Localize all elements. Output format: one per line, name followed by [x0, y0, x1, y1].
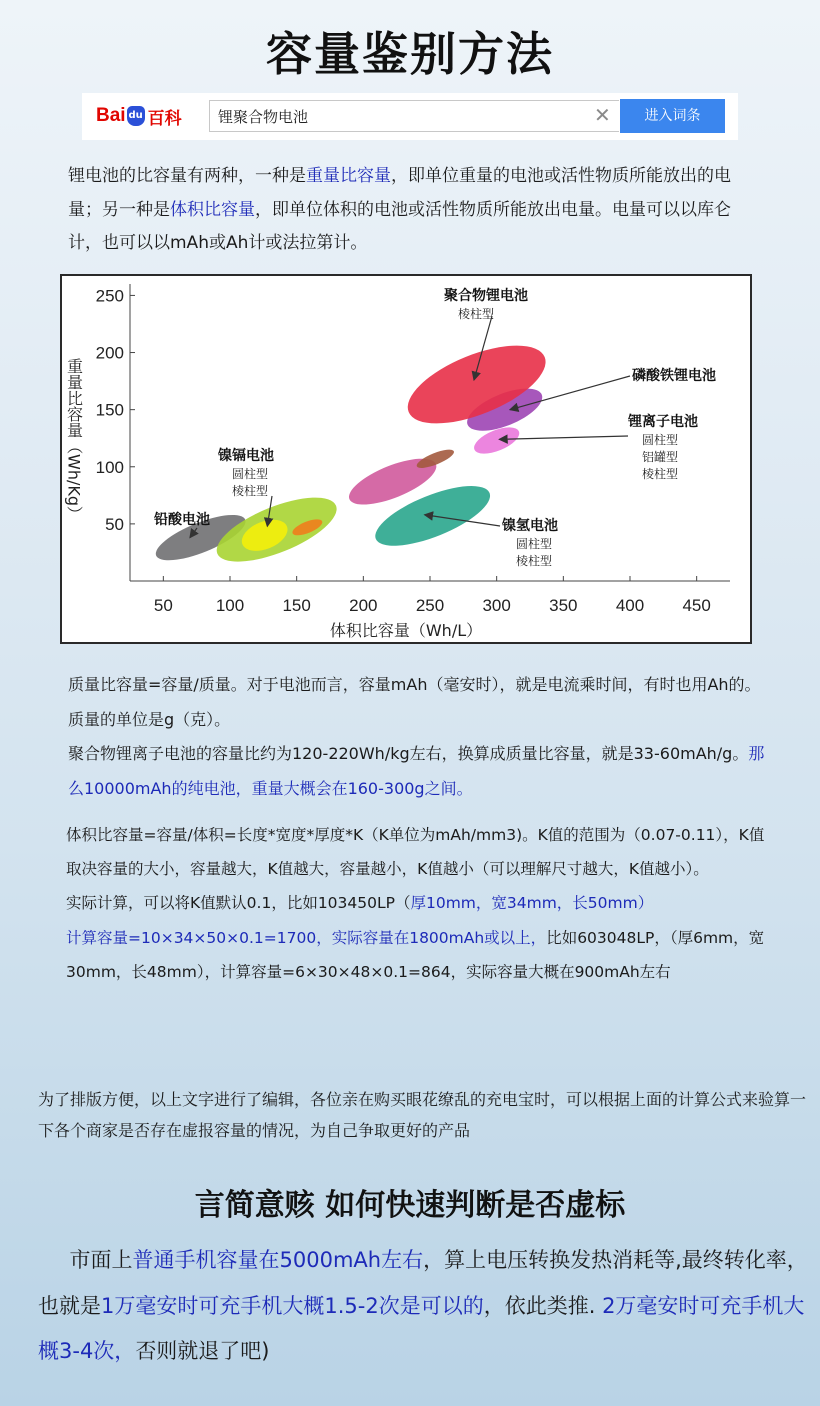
intro-text: ，即单位体积的电池或活性物质所能放出电量。电量可以以库仑计，也可以以mAh或Ah计或法拉第计。 [68, 199, 731, 253]
close-icon[interactable]: ✕ [594, 103, 611, 127]
x-axis-label: 体积比容量（Wh/L） [329, 621, 483, 640]
y-tick-label: 50 [105, 514, 124, 534]
search-input[interactable]: 锂聚合物电池 [209, 100, 619, 132]
x-tick-label: 50 [153, 596, 173, 615]
vol-highlight: 计算容量=10×34×50×0.1=1700，实际容量在1800mAh或以上， [66, 928, 547, 947]
region-sublabel: 棱柱型 [642, 467, 679, 481]
vol-text: 实际计算，可以将K值默认0.1，比如103450LP（ [66, 894, 411, 913]
x-tick-label: 250 [415, 596, 445, 615]
y-tick-label: 100 [95, 457, 124, 477]
x-tick-label: 150 [282, 596, 311, 615]
mass-text: 聚合物锂离子电池的容量比约为120-220Wh/kg左右，换算成质量比容量，就是33-60mAh/g。 [68, 744, 749, 763]
region-label: 磷酸铁锂电池 [632, 368, 716, 384]
region-label: 聚合物锂电池 [444, 288, 528, 304]
intro-text: ，即单位重量的电池或活性物质所能放出的电量；另一种是 [68, 166, 731, 220]
intro-paragraph [68, 160, 758, 261]
term-weight-capacity: 重量比容量 [306, 166, 391, 186]
y-tick-label: 150 [95, 400, 124, 420]
paw-icon: du [127, 106, 145, 126]
region-label: 锂离子电池 [628, 414, 698, 430]
closing-highlight: 普通手机容量在5000mAh左右 [132, 1248, 424, 1272]
closing-text: 市面上 [69, 1248, 133, 1272]
vol-text: 比如603048LP，（厚6mm，宽30mm，长48mm），计算容量=6×30×48×0.1=864，实际容量大概在900mAh左右 [66, 928, 765, 981]
region-sublabel: 圆柱型 [232, 467, 269, 481]
logo-bai: Bai [96, 105, 126, 126]
region-sublabel: 圆柱型 [642, 433, 679, 447]
closing-text: ，依此类推. [483, 1293, 603, 1318]
enter-entry-button[interactable]: 进入词条 [620, 99, 725, 133]
closing-text: 否则就退了吧) [135, 1339, 270, 1363]
y-tick-label: 200 [95, 343, 124, 363]
region-label: 镍氢电池 [502, 518, 558, 534]
closing-paragraph [38, 1238, 808, 1375]
region-label: 铅酸电池 [154, 512, 210, 528]
closing-text: ，算上电压转换发热消耗等,最终转化率，也就是 [38, 1248, 808, 1318]
region-label: 镍镉电池 [218, 448, 274, 464]
closing-highlight: 2万毫安时可充手机大概3-4次， [38, 1293, 805, 1363]
x-tick-label: 300 [482, 596, 511, 615]
logo-baike: 百科 [147, 108, 182, 129]
closing-highlight: 1万毫安时可充手机大概1.5-2次是可以的 [101, 1293, 484, 1318]
region-sublabel: 圆柱型 [516, 537, 553, 551]
editor-note: 为了排版方便，以上文字进行了编辑，各位亲在购买眼花缭乱的充电宝时，可以根据上面的计算公式来验算一下各个商家是否存在虚报容量的情况，为自己争取更好的产品 [38, 1090, 807, 1140]
region-sublabel: 棱柱型 [458, 307, 495, 321]
mass-text: 质量比容量=容量/质量。对于电池而言，容量mAh（毫安时），就是电流乘时间，有时也用Ah的。质量的单位是g（克）。 [68, 675, 761, 729]
x-tick-label: 400 [615, 596, 645, 615]
y-tick-label: 250 [95, 286, 124, 306]
capacity-chart [60, 274, 752, 644]
x-tick-label: 450 [682, 596, 711, 615]
intro-text: 锂电池的比容量有两种，一种是 [68, 166, 306, 186]
mass-capacity-section [68, 668, 768, 806]
mass-highlight: 那么10000mAh的纯电池，重量大概会在160-300g之间。 [68, 744, 765, 798]
vol-text: 体积比容量=容量/体积=长度*宽度*厚度*K（K单位为mAh/mm3)。K值的范围为（0.07-0.11），K值取决容量的大小，容量越大，K值越大，容量越小，K值越小（可以理解尺寸越大，K值越小）。 [66, 826, 765, 879]
region-sublabel: 棱柱型 [516, 554, 553, 568]
x-tick-label: 350 [549, 596, 578, 615]
term-volume-capacity: 体积比容量 [170, 199, 255, 220]
baike-search-bar [82, 93, 738, 140]
x-tick-label: 100 [215, 596, 245, 615]
chart-svg [62, 276, 750, 642]
vol-dimensions: 厚10mm，宽34mm，长50mm） [410, 894, 654, 913]
y-axis-label: 重量比容量（Wh/Kg） [64, 358, 84, 522]
baidu-baike-logo[interactable] [96, 103, 182, 129]
x-tick-label: 200 [349, 596, 378, 615]
volume-capacity-section [66, 818, 776, 989]
leader-line [499, 436, 628, 439]
section-subtitle: 言简意赅 如何快速判断是否虚标 [194, 1188, 626, 1223]
page-title: 容量鉴别方法 [266, 27, 554, 81]
region-sublabel: 铝罐型 [642, 450, 679, 464]
region-sublabel: 棱柱型 [232, 484, 269, 498]
